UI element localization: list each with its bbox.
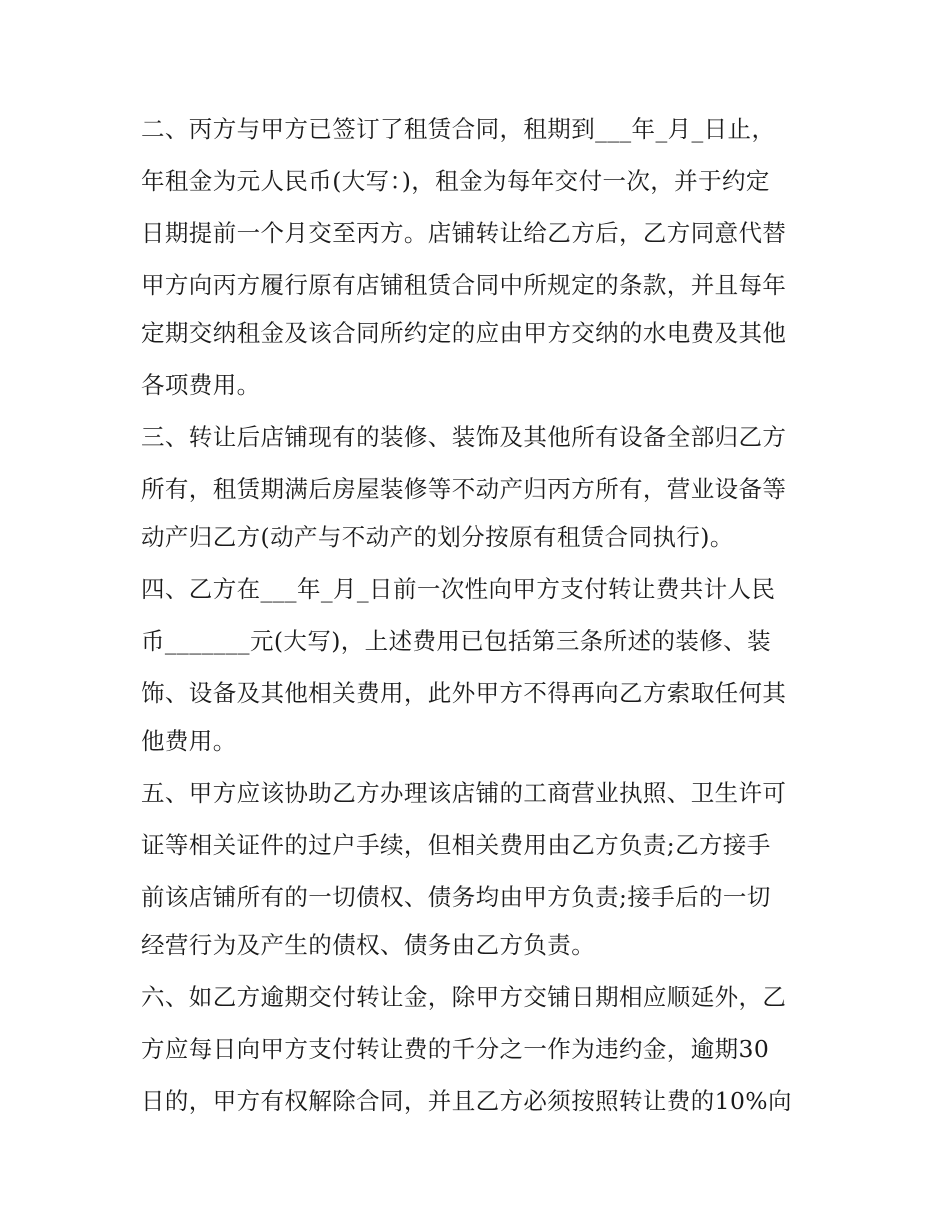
text-line: 二、丙方与甲方已签订了租赁合同，租期到___年_月_日止， — [141, 115, 776, 143]
text-line: 前该店铺所有的一切债权、债务均由甲方负责;接手后的一切 — [141, 883, 771, 911]
text-line: 饰、设备及其他相关费用，此外甲方不得再向乙方索取任何其 — [141, 679, 787, 707]
text-line: 经营行为及产生的债权、债务由乙方负责。 — [141, 931, 596, 959]
text-line: 五、甲方应该协助乙方办理该店铺的工商营业执照、卫生许可 — [141, 779, 787, 807]
text-line: 日期提前一个月交至丙方。店铺转让给乙方后，乙方同意代替 — [141, 219, 787, 247]
text-line: 定期交纳租金及该合同所约定的应由甲方交纳的水电费及其他 — [141, 319, 787, 347]
text-line: 方应每日向甲方支付转让费的千分之一作为违约金，逾期30 — [141, 1035, 770, 1063]
text-line: 三、转让后店铺现有的装修、装饰及其他所有设备全部归乙方 — [141, 423, 787, 451]
text-line: 证等相关证件的过户手续，但相关费用由乙方负责;乙方接手 — [141, 831, 771, 859]
text-line: 日的，甲方有权解除合同，并且乙方必须按照转让费的10%向 — [141, 1087, 792, 1115]
text-line: 币_______元(大写)，上述费用已包括第三条所述的装修、装 — [141, 627, 771, 655]
text-line: 甲方向丙方履行原有店铺租赁合同中所规定的条款，并且每年 — [141, 271, 787, 299]
text-line: 各项费用。 — [141, 371, 261, 399]
text-line: 所有，租赁期满后房屋装修等不动产归丙方所有，营业设备等 — [141, 475, 787, 503]
text-line: 动产归乙方(动产与不动产的划分按原有租赁合同执行)。 — [141, 523, 734, 551]
text-line: 四、乙方在___年_月_日前一次性向甲方支付转让费共计人民 — [141, 575, 776, 603]
text-line: 他费用。 — [141, 727, 237, 755]
text-line: 年租金为元人民币(大写：)，租金为每年交付一次，并于约定 — [141, 167, 770, 195]
text-line: 六、如乙方逾期交付转让金，除甲方交铺日期相应顺延外，乙 — [141, 983, 787, 1011]
